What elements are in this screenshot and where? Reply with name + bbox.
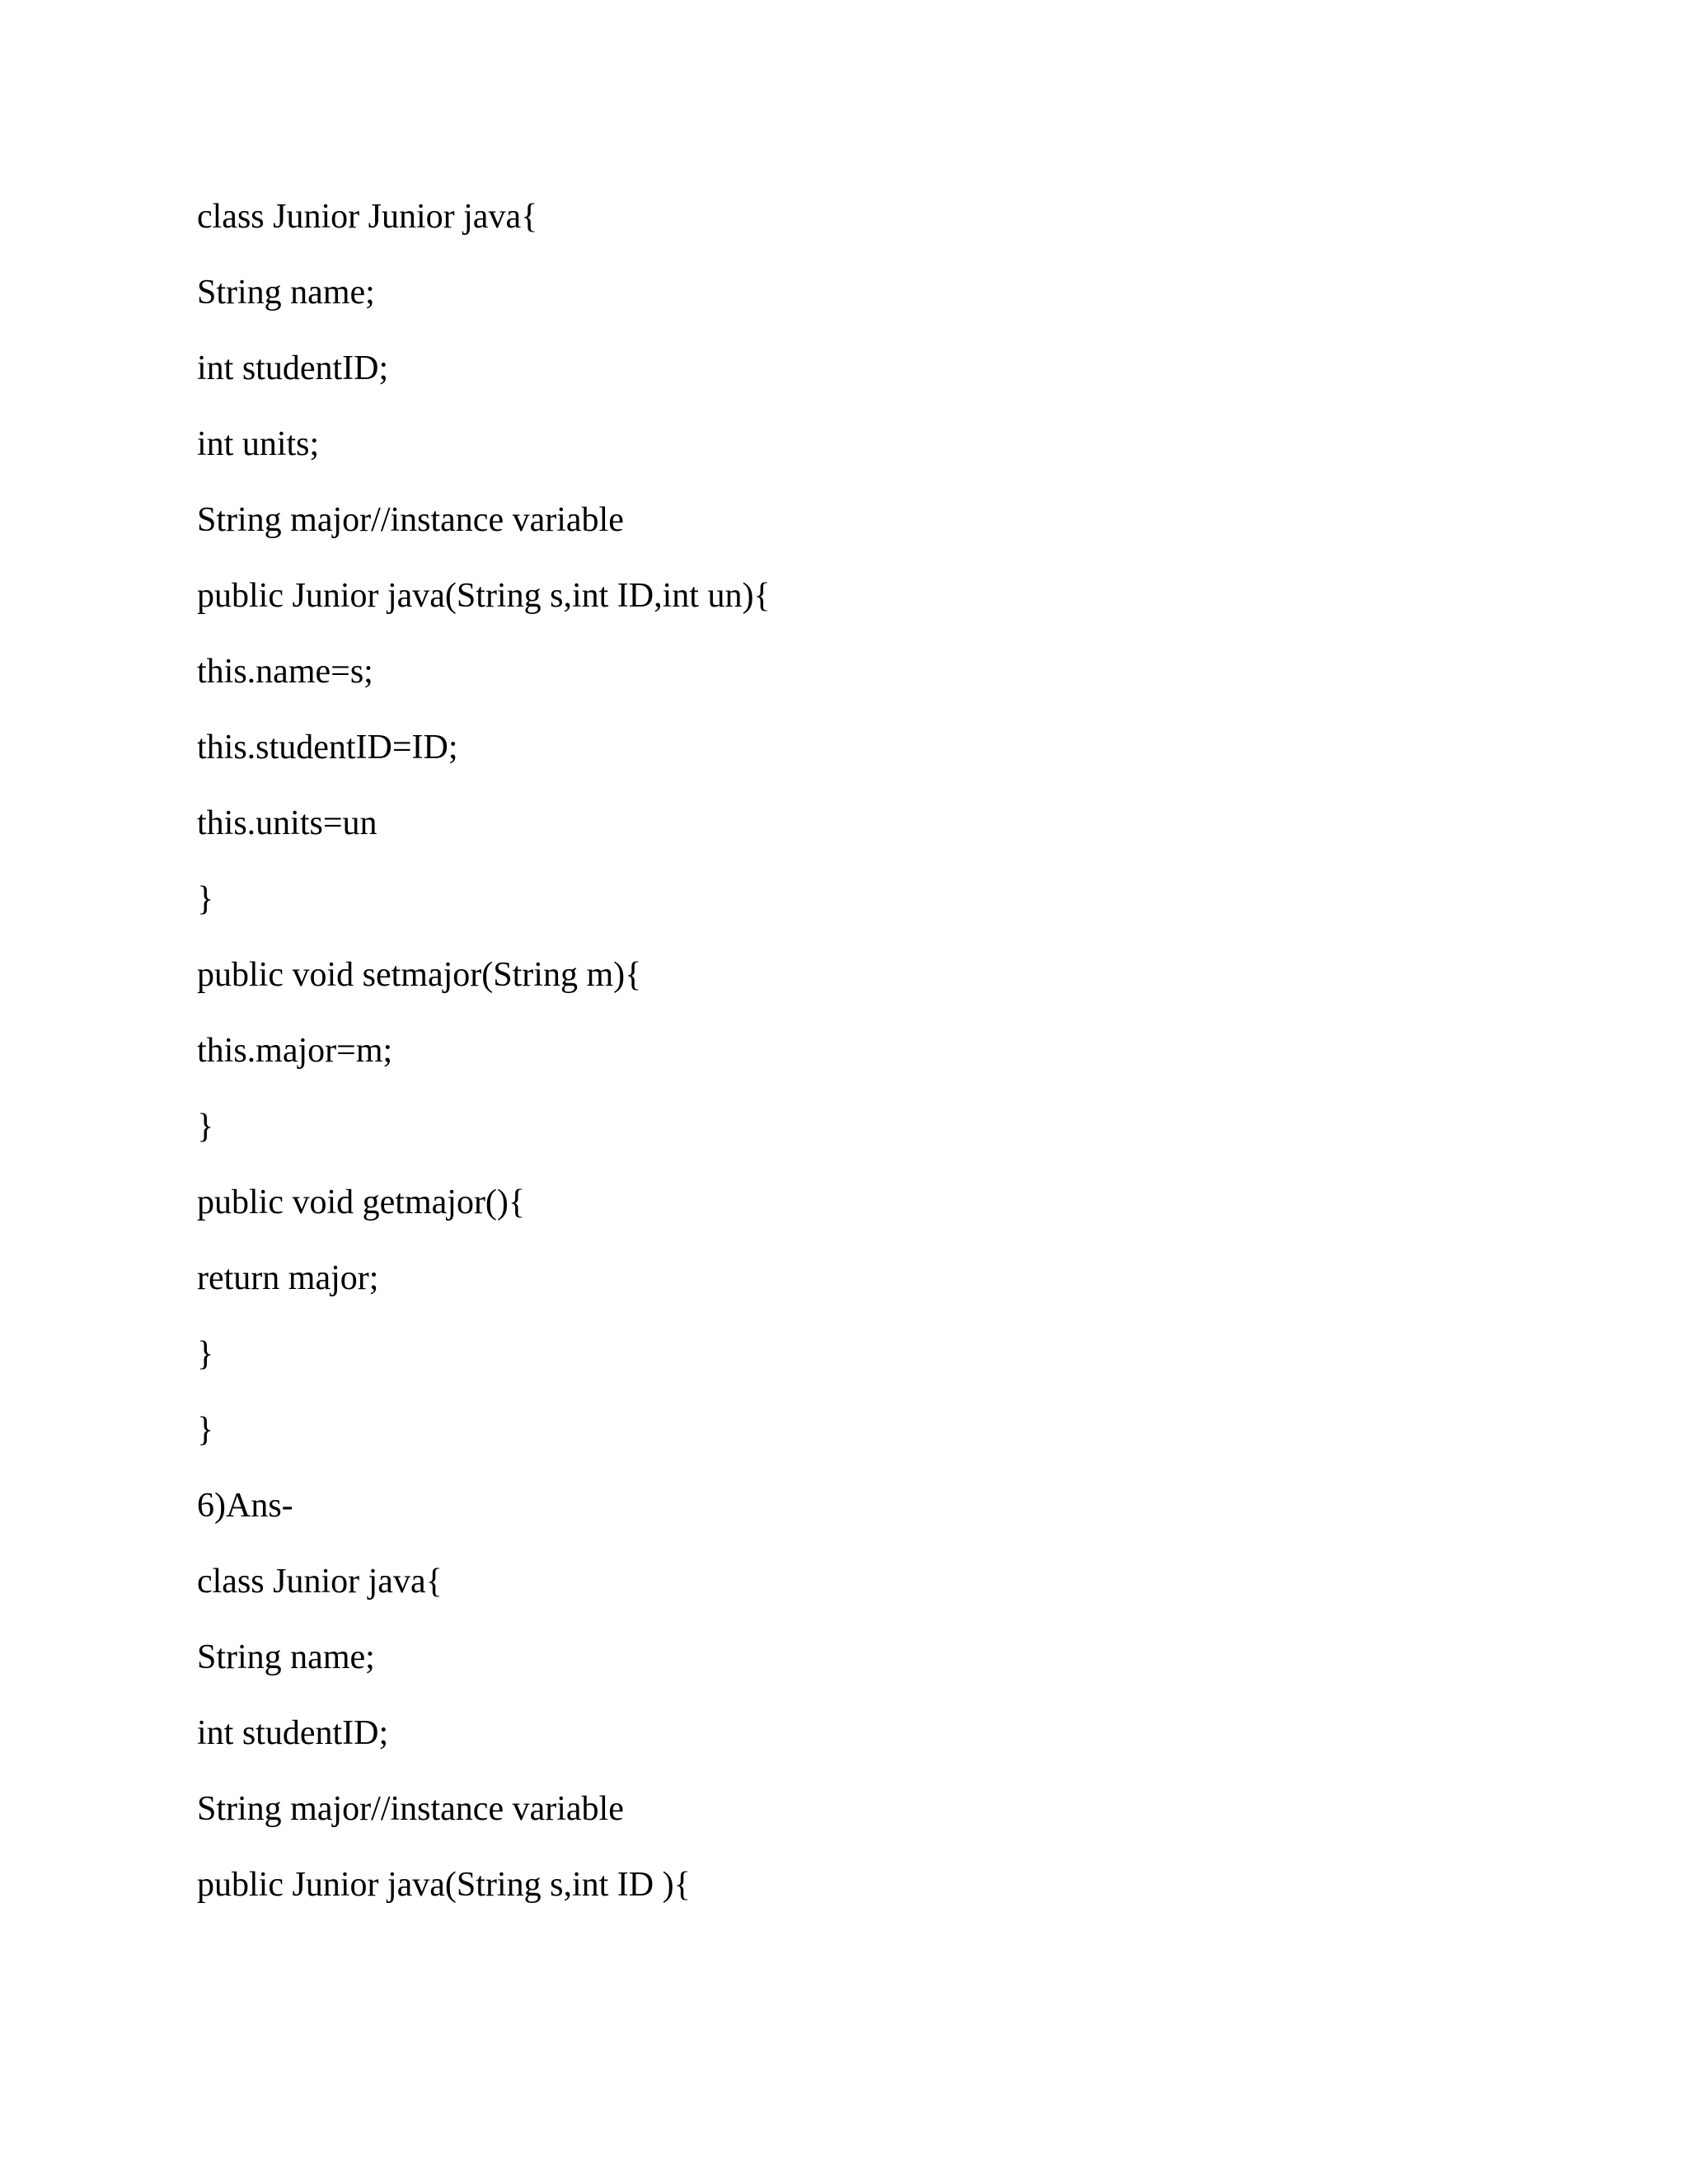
text-line: } <box>197 1335 214 1373</box>
text-line: } <box>197 1411 214 1449</box>
text-line: int studentID; <box>197 349 389 387</box>
text-line: public Junior java(String s,int ID,int un){ <box>197 577 771 615</box>
text-line: class Junior java{ <box>197 1563 443 1601</box>
document-body <box>197 192 1557 1936</box>
text-line: } <box>197 1108 214 1146</box>
text-line: int units; <box>197 425 320 463</box>
text-line: } <box>197 880 214 918</box>
text-line: int studentID; <box>197 1714 389 1752</box>
text-line: public Junior java(String s,int ID ){ <box>197 1866 691 1904</box>
text-line: this.units=un <box>197 804 377 842</box>
text-line: this.major=m; <box>197 1032 393 1070</box>
text-line: return major; <box>197 1259 379 1297</box>
text-line: String major//instance variable <box>197 501 624 539</box>
text-line: this.studentID=ID; <box>197 729 458 766</box>
text-line: class Junior Junior java{ <box>197 198 538 236</box>
text-line: public void getmajor(){ <box>197 1183 526 1221</box>
text-line: public void setmajor(String m){ <box>197 956 642 994</box>
text-line: String name; <box>197 274 375 312</box>
text-line: String major//instance variable <box>197 1790 624 1828</box>
text-line: String name; <box>197 1638 375 1676</box>
text-line: this.name=s; <box>197 653 373 691</box>
section-heading: 6)Ans- <box>197 1487 293 1525</box>
